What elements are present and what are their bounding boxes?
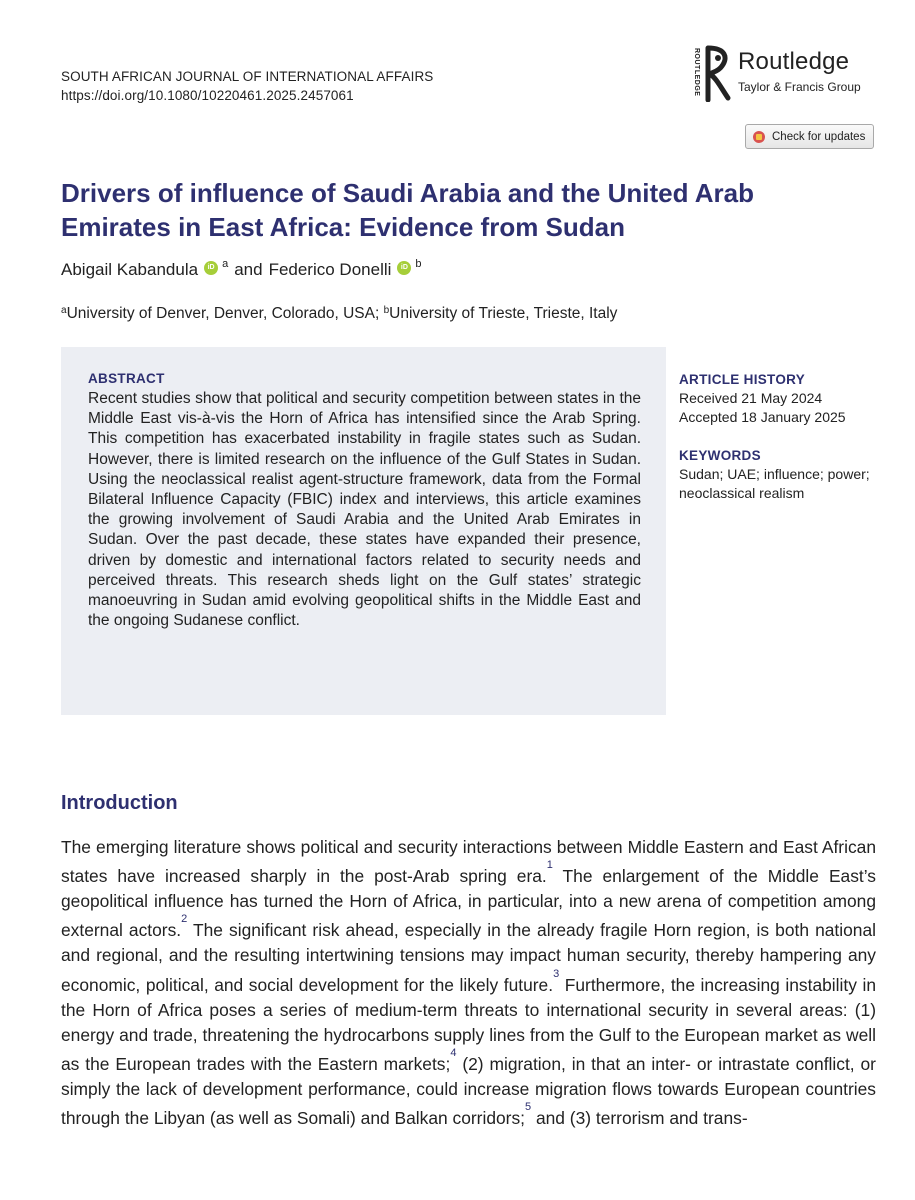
abstract-heading: ABSTRACT — [88, 371, 165, 386]
footnote-ref[interactable]: 1 — [546, 859, 553, 872]
check-for-updates-label: Check for updates — [772, 130, 866, 143]
body-text-segment: Furthermore, the increasing instability in the Horn of Africa poses a series of medium-term threats to international security in several areas: (1) energy and trade, threatening the hydrocarbons supply lines from the Gulf to the European market as well as the European trades with the Eastern markets; — [61, 974, 876, 1074]
affiliation-mark: b — [383, 305, 390, 316]
journal-name: SOUTH AFRICAN JOURNAL OF INTERNATIONAL AFFAIRS — [61, 69, 434, 84]
footnote-ref[interactable]: 5 — [525, 1101, 532, 1114]
author-joiner: and — [234, 260, 263, 279]
author-name[interactable]: Abigail Kabandula — [61, 260, 199, 279]
accepted-date: Accepted 18 January 2025 — [679, 409, 846, 425]
orcid-icon[interactable]: iD — [204, 261, 218, 275]
journal-doi[interactable]: https://doi.org/10.1080/10220461.2025.2457061 — [61, 88, 354, 103]
abstract-text: Recent studies show that political and security competition between states in the Middle East vis-à-vis the Horn of Africa has intensified since the Arab Spring. This competition has exacerbated instability in fragile states such as Sudan. However, there is limited research on the influence of the Gulf States in Sudan. Using the neoclassical realist agent-structure framework, data from the Formal Bilateral Influence Capacity (FBIC) index and interviews, this article examines the growing involvement of Saudi Arabia and the United Arab Emirates in Sudan. Over the past decade, these states have expanded their presence, driven by domestic and international factors related to security needs and perceived threats. This research sheds light on the Gulf states’ strategic manoeuvring in Sudan amid evolving geopolitical shifts in the Middle East and the ongoing Sudanese conflict. — [88, 390, 641, 630]
affiliation-mark: a — [61, 305, 67, 316]
affiliation-text: University of Denver, Denver, Colorado, USA; — [66, 305, 384, 322]
body-text-segment: The emerging literature shows political and security interactions between Middle Eastern and East African states have increased sharply in the post-Arab spring era. — [61, 837, 876, 886]
check-for-updates-button[interactable] — [745, 124, 874, 149]
article-history — [679, 370, 889, 427]
author-affiliation-mark: b — [415, 258, 422, 270]
body-text-segment: and (3) terrorism and trans- — [531, 1108, 748, 1129]
body-text-segment: (2) migration, in that an inter- or intrastate conflict, or simply the lack of development performance, could increase migration flows towards European countries through the Libyan (as well as Somali) and Balkan corridors; — [61, 1053, 876, 1129]
publisher-side-label: ROUTLEDGE — [693, 48, 700, 97]
footnote-ref[interactable]: 3 — [553, 967, 560, 980]
publisher-name: Routledge — [738, 48, 850, 75]
affiliation-text: University of Trieste, Trieste, Italy — [389, 305, 618, 322]
publisher-logo — [688, 44, 883, 104]
received-date: Received 21 May 2024 — [679, 390, 823, 406]
routledge-r-icon — [704, 44, 732, 102]
author-name[interactable]: Federico Donelli — [268, 260, 392, 279]
check-updates-icon — [752, 130, 766, 144]
introduction-paragraph — [61, 835, 876, 1131]
keywords-text: Sudan; UAE; influence; power; neoclassical realism — [679, 466, 870, 501]
journal-header — [61, 67, 433, 105]
article-title: Drivers of influence of Saudi Arabia and the United Arab Emirates in East Africa: Evidence from Sudan — [61, 178, 754, 242]
body-text-segment: The significant risk ahead, especially in the already fragile Horn region, is both national and regional, and the resulting intertwining tensions may impact human security, thereby hampering any economic, political, and social development for the likely future. — [61, 920, 876, 995]
article-history-heading: ARTICLE HISTORY — [679, 372, 806, 387]
abstract-box — [61, 347, 666, 715]
body-text-segment: The enlargement of the Middle East’s geopolitical influence has turned the Horn of Africa, in particular, into a new arena of competition among external actors. — [61, 866, 876, 941]
author-list — [61, 260, 428, 280]
footnote-ref[interactable]: 2 — [181, 913, 188, 926]
author-affiliation-mark: a — [222, 258, 229, 270]
affiliations — [61, 305, 617, 323]
orcid-icon[interactable]: iD — [397, 261, 411, 275]
keywords — [679, 446, 889, 503]
publisher-group: Taylor & Francis Group — [738, 80, 861, 94]
introduction-heading: Introduction — [61, 792, 178, 814]
footnote-ref[interactable]: 4 — [450, 1047, 457, 1060]
keywords-heading: KEYWORDS — [679, 448, 761, 463]
